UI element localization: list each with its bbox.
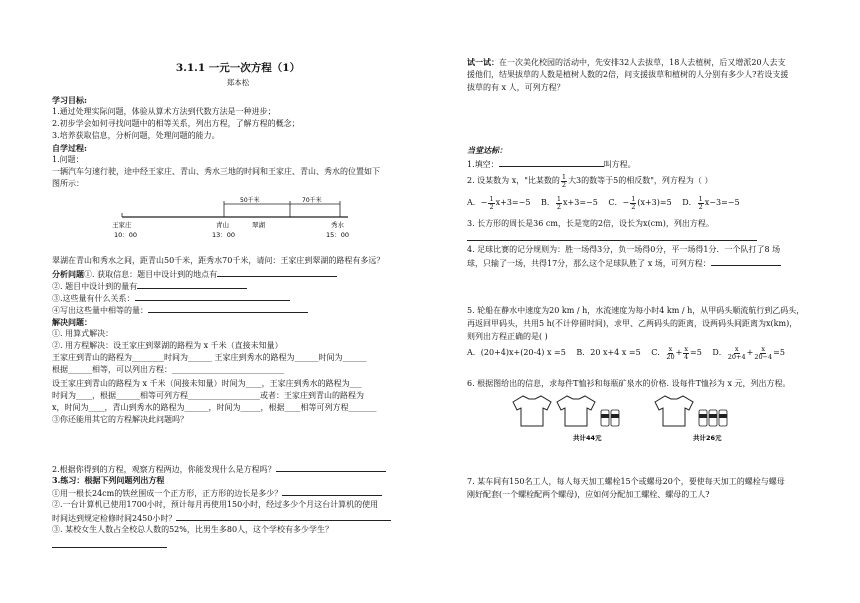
solve-text: 时间为____，根据______相等可列方程__________________或者：王家庄到青山的路程为 — [52, 391, 364, 400]
answer-blank[interactable] — [467, 231, 757, 241]
problem-text: 图所示： — [52, 179, 84, 188]
distance-label: 50千米 — [240, 197, 260, 204]
solve-text: 根据______相等，可以列出方程：____________________________ — [52, 365, 284, 374]
try-text: 在一次美化校园的活动中，先安排32人去拔草，18人去植树，后又增派20人去支 — [499, 58, 786, 67]
solve-text: 设王家庄到青山的路程为 x 千米（间接未知量）时间为____，王家庄到秀水的路程为___ — [52, 379, 362, 388]
problem-text: 叫方程。 — [603, 160, 636, 169]
answer-blank[interactable] — [148, 303, 308, 313]
tshirt-icon — [655, 396, 693, 426]
analysis-text: ④写出这些量中相等的量： — [52, 306, 148, 315]
problem-text: 刚好配套(一个螺栓配两个螺母)，应如何分配加工螺栓、螺母的工人? — [467, 490, 710, 499]
problem-text: 4. 足球比赛的记分规则为：胜一场得3分，负一场得0分，平一场得1分．一个队打了8 场 — [467, 245, 781, 254]
goals-heading: 学习目标: — [52, 95, 87, 105]
goal-item: 1.通过处理实际问题，体验从算术方法到代数方法是一种进步； — [52, 107, 276, 116]
question-text: 2.根据你得到的方程，观察方程两边，你能发现什么是方程吗？ — [52, 465, 276, 474]
problem-text: 一辆汽车匀速行驶，途中经王家庄、青山、秀水三地的时间和王家庄、青山、秀水的位置如下 — [52, 167, 380, 176]
question-text: 翠湖在青山和秀水之间，距青山50千米，距秀水70千米，请问：王家庄到翠湖的路程有多远？ — [52, 256, 385, 265]
author: 郑本松 — [226, 78, 250, 87]
analysis-text: ①. 获取信息：题目中设计到的地点有 — [84, 270, 218, 279]
option-c[interactable]: C． $\frac{x}{20}$ + $\frac{x}{4}$ =5 — [651, 345, 702, 361]
place-label: 青山 — [216, 221, 229, 229]
problem-text: 5. 轮船在静水中速度为20 km / h，水流速度为每小时4 km / h，从甲码头顺流航行到乙码头， — [467, 306, 805, 315]
try-text: 援他们，结果拔草的人数是植树人数的2倍，问支援拔草和植树的人分别有多少人?若设支援 — [467, 70, 789, 79]
practice-text: ②.一台计算机已使用1700小时，预计每月再使用150小时，经过多少个月这台计算机的使用 — [52, 500, 379, 509]
analysis-text: ②. 题目中设计到的量有 — [52, 282, 138, 291]
check-heading: 当堂达标： — [467, 145, 507, 155]
answer-blank[interactable] — [217, 267, 337, 277]
analysis-heading: 分析问题 — [52, 269, 84, 279]
answer-blank[interactable] — [137, 279, 247, 289]
answer-blank[interactable] — [282, 486, 382, 496]
problem-line — [467, 174, 799, 188]
option-d[interactable]: D． $\frac{x}{20+4}$ + $\frac{x}{20-4}$ =5 — [712, 345, 785, 361]
option-d[interactable]: D． $\frac{1}{2}$ x−3=−5 — [682, 195, 740, 211]
analysis-text: ③.这些量有什么关系： — [52, 294, 135, 303]
goal-item: 3.培养获取信息，分析问题，处理问题的能力。 — [52, 131, 220, 140]
distance-label: 70千米 — [302, 197, 322, 204]
answer-blank[interactable] — [276, 462, 386, 472]
time-label: 15：00 — [326, 231, 350, 239]
option-a[interactable]: A．(20+4)x+(20-4) x =5 — [467, 348, 566, 357]
route-diagram — [112, 196, 352, 240]
options-row — [467, 346, 799, 360]
option-b[interactable]: B． $\frac{1}{2}$ x+3=−5 — [540, 195, 598, 211]
total-caption: 共计26元 — [693, 434, 722, 442]
answer-blank[interactable] — [52, 538, 167, 548]
problem-text: 2. 设某数为 x，"比某数的 — [467, 176, 560, 185]
try-text: 拔草的有 x 人，可列方程？ — [467, 83, 565, 92]
problem-label: 1.问题： — [52, 155, 84, 164]
total-caption: 共计44元 — [573, 434, 602, 442]
problem-line — [467, 157, 799, 171]
time-label: 10：00 — [114, 231, 138, 239]
problem-text: 再返回甲码头，共用5 h(不计停留时间)，求甲、乙两码头的距离，设两码头间距离为x(km)， — [467, 319, 798, 328]
solve-text: x，时间为____，青山到秀水的路程为______，时间为_____，根据____相等可列方程_______ — [52, 403, 377, 412]
practice-text: 时间达到规定检修时间2450小时？ — [52, 514, 177, 523]
practice-text: ③. 某校女生人数占全校总人数的52%，比男生多80人，这个学校有多少学生？ — [52, 525, 334, 534]
problem-text: 3. 长方形的周长是36 cm，长是宽的2倍，设长为x(cm)，列出方程。 — [467, 219, 714, 228]
try-line — [467, 56, 799, 69]
place-label: 王家庄 — [112, 221, 132, 229]
practice-heading: 3.练习：根据下列问题列出方程 — [52, 475, 165, 485]
option-a[interactable]: A．− $\frac{1}{2}$ x+3=−5 — [467, 195, 531, 211]
problem-text: 大3的数等于5的相反数"，列方程为（ ） — [568, 176, 713, 185]
solve-text: 王家庄到青山的路程为________时间为______ 王家庄到秀水的路程为______时间为______ — [52, 353, 367, 362]
solve-text: ①. 用算式解决： — [52, 329, 114, 338]
place-label: 翠湖 — [252, 221, 265, 229]
goal-item: 2.初步学会如何寻找问题中的相等关系，列出方程，了解方程的概念； — [52, 119, 300, 128]
solve-text: ②. 用方程解决：设王家庄到翠湖的路程为 x 千米（直接未知量） — [52, 341, 283, 350]
options-row — [467, 196, 799, 210]
answer-blank[interactable] — [711, 256, 781, 266]
place-label: 秀水 — [331, 221, 344, 229]
tshirt-icon — [513, 396, 551, 426]
answer-line — [52, 538, 424, 552]
problem-text: 则列出方程正确的是( ) — [467, 332, 548, 341]
practice-text: ①用一根长24cm的铁丝围成一个正方形，正方形的边长是多少？ — [52, 489, 283, 498]
solve-text: ③你还能用其它的方程解决此问题吗？ — [52, 415, 188, 424]
answer-blank[interactable] — [176, 511, 391, 521]
problem-text: 球，只输了一场，共得17分，那么这个足球队胜了 x 场，可列方程： — [467, 259, 711, 268]
try-heading: 试一试： — [467, 57, 499, 67]
problem-text: 1.填空： — [467, 160, 499, 169]
option-c[interactable]: C．− $\frac{1}{2}$ (x+3)=5 — [608, 195, 672, 211]
problem-text: 7. 某车间有150名工人，每人每天加工螺栓15个或螺母20个，要使每天加工的螺栓与螺母 — [467, 477, 785, 486]
self-study-heading: 自学过程: — [52, 143, 87, 153]
fraction: $\frac{1}{2}$ — [561, 173, 567, 189]
worksheet-title: 3.1.1 一元一次方程（1） — [175, 62, 301, 74]
answer-blank[interactable] — [499, 157, 604, 167]
tshirt-water-figure — [505, 392, 755, 446]
tshirt-icon — [557, 396, 595, 426]
problem-line — [467, 256, 799, 270]
problem-text: 6. 根据图给出的信息，求每件T恤衫和每瓶矿泉水的价格. 设每件T恤衫为 x 元，列出方程。 — [467, 379, 791, 388]
solve-heading: 解决问题： — [52, 317, 92, 327]
time-label: 13：00 — [212, 231, 236, 239]
option-b[interactable]: B．20 x+4 x =5 — [576, 348, 641, 357]
answer-blank[interactable] — [135, 291, 290, 301]
